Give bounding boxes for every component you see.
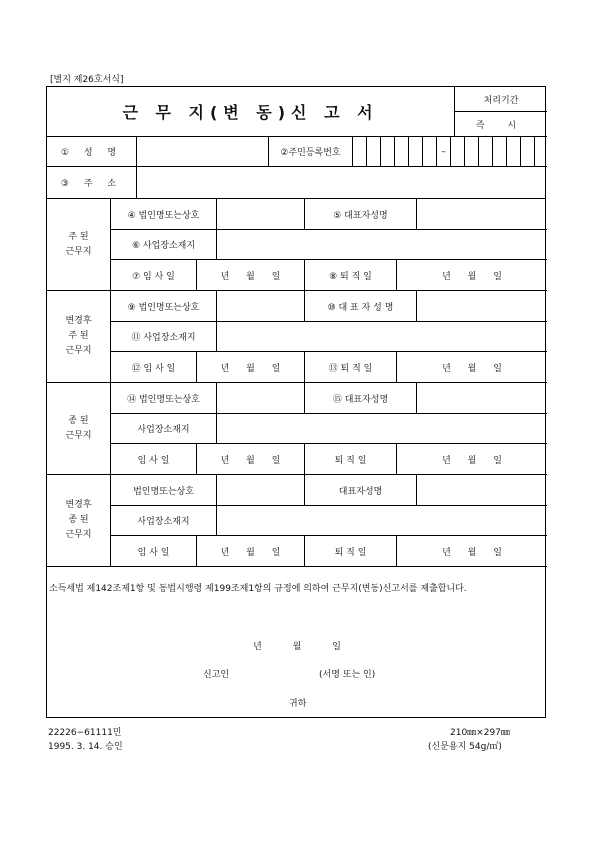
section-title: 변경후 주 된 근무지 bbox=[47, 291, 111, 383]
sign-note: (서명 또는 인) bbox=[319, 670, 376, 680]
representative-field[interactable] bbox=[417, 383, 547, 414]
end-date-label: ⑧ 퇴 직 일 bbox=[305, 260, 397, 291]
start-date-field[interactable]: 년 월 일 bbox=[197, 444, 305, 475]
business-location-field[interactable] bbox=[217, 230, 547, 260]
business-location-label: ⑥ 사업장소재지 bbox=[111, 230, 217, 260]
ssn-digit-box[interactable] bbox=[395, 137, 409, 167]
representative-label: ⑩ 대 표 자 성 명 bbox=[305, 291, 417, 322]
processing-period-label: 처리기간 bbox=[455, 87, 547, 112]
start-date-label: ⑦ 임 사 일 bbox=[111, 260, 197, 291]
business-location-label: ⑪ 사업장소재지 bbox=[111, 322, 217, 352]
representative-label: ⑤ 대표자성명 bbox=[305, 199, 417, 230]
end-date-label: 퇴 직 일 bbox=[305, 444, 397, 475]
corp-name-label: ⑨ 법인명또는상호 bbox=[111, 291, 217, 322]
representative-label: ⑮ 대표자성명 bbox=[305, 383, 417, 414]
business-location-field[interactable] bbox=[217, 414, 547, 444]
business-location-field[interactable] bbox=[217, 506, 547, 536]
corp-name-label: 법인명또는상호 bbox=[111, 475, 217, 506]
form-code: 22226−61111민 bbox=[48, 728, 122, 738]
statement-text: 소득세법 제142조제1항 및 동법시행령 제199조제1항의 규정에 의하여 근무지(변동)신고서를 제출합니다. bbox=[49, 584, 467, 594]
name-label: ① 성 명 bbox=[47, 137, 137, 167]
ssn-digit-box[interactable] bbox=[409, 137, 423, 167]
form-title: 근 무 지(변 동)신 고 서 bbox=[47, 87, 455, 137]
ssn-digit-box[interactable] bbox=[521, 137, 535, 167]
address-label: ③ 주 소 bbox=[47, 167, 137, 199]
corp-name-label: ④ 법인명또는상호 bbox=[111, 199, 217, 230]
ssn-digit-box[interactable] bbox=[465, 137, 479, 167]
end-date-field[interactable]: 년 월 일 bbox=[397, 444, 547, 475]
start-date-label: 임 사 일 bbox=[111, 444, 197, 475]
form-number-label: [별지 제26호서식] bbox=[50, 75, 124, 85]
start-date-field[interactable]: 년 월 일 bbox=[197, 260, 305, 291]
ssn-digit-box[interactable] bbox=[381, 137, 395, 167]
end-date-label: 퇴 직 일 bbox=[305, 536, 397, 567]
ssn-digit-box[interactable] bbox=[507, 137, 521, 167]
start-date-field[interactable]: 년 월 일 bbox=[197, 352, 305, 383]
name-field[interactable] bbox=[137, 137, 269, 167]
corp-name-field[interactable] bbox=[217, 475, 305, 506]
representative-label: 대표자성명 bbox=[305, 475, 417, 506]
report-form bbox=[46, 86, 546, 718]
representative-field[interactable] bbox=[417, 199, 547, 230]
representative-field[interactable] bbox=[417, 291, 547, 322]
ssn-digit-box[interactable] bbox=[353, 137, 367, 167]
approval-date: 1995. 3. 14. 승인 bbox=[48, 742, 123, 752]
start-date-field[interactable]: 년 월 일 bbox=[197, 536, 305, 567]
business-location-label: 사업장소재지 bbox=[111, 506, 217, 536]
section-title: 주 된 근무지 bbox=[47, 199, 111, 291]
ssn-digit-box[interactable] bbox=[479, 137, 493, 167]
ssn-digit-box[interactable] bbox=[423, 137, 437, 167]
start-date-label: ⑫ 임 사 일 bbox=[111, 352, 197, 383]
ssn-label: ②주민등록번호 bbox=[269, 137, 353, 167]
ssn-digit-box[interactable] bbox=[493, 137, 507, 167]
processing-period-value: 즉 시 bbox=[455, 112, 547, 137]
ssn-digit-box[interactable] bbox=[535, 137, 547, 167]
business-location-label: 사업장소재지 bbox=[111, 414, 217, 444]
end-date-label: ⑬ 퇴 직 일 bbox=[305, 352, 397, 383]
paper-size: 210㎜×297㎜ bbox=[450, 728, 510, 738]
reporter-label: 신고인 bbox=[203, 670, 230, 680]
section-title: 종 된 근무지 bbox=[47, 383, 111, 475]
business-location-field[interactable] bbox=[217, 322, 547, 352]
corp-name-field[interactable] bbox=[217, 199, 305, 230]
end-date-field[interactable]: 년 월 일 bbox=[397, 260, 547, 291]
representative-field[interactable] bbox=[417, 475, 547, 506]
section-title: 변경후 종 된 근무지 bbox=[47, 475, 111, 567]
address-field[interactable] bbox=[137, 167, 545, 199]
paper-spec: (신문용지 54g/㎡) bbox=[428, 742, 502, 752]
end-date-field[interactable]: 년 월 일 bbox=[397, 352, 547, 383]
corp-name-label: ⑭ 법인명또는상호 bbox=[111, 383, 217, 414]
ssn-digit-box[interactable] bbox=[451, 137, 465, 167]
start-date-label: 임 사 일 bbox=[111, 536, 197, 567]
end-date-field[interactable]: 년 월 일 bbox=[397, 536, 547, 567]
report-date: 년 월 일 bbox=[253, 642, 341, 652]
ssn-dash: – bbox=[437, 137, 451, 167]
ssn-digit-box[interactable] bbox=[367, 137, 381, 167]
addressee: 귀하 bbox=[289, 699, 307, 709]
corp-name-field[interactable] bbox=[217, 383, 305, 414]
corp-name-field[interactable] bbox=[217, 291, 305, 322]
